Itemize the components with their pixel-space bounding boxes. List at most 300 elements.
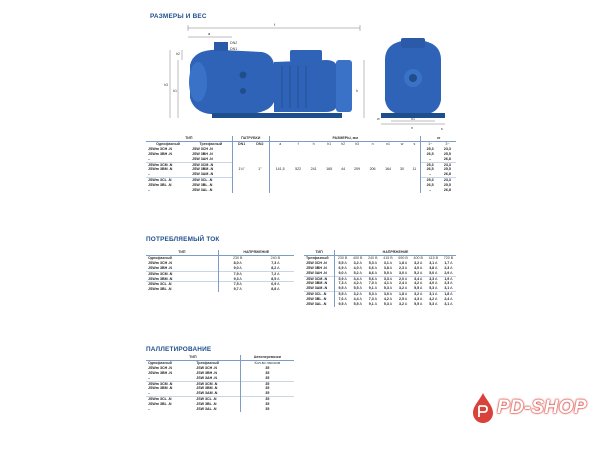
amps-unit: A <box>359 260 362 265</box>
pallet-cell-three: JSW 3CH -N <box>196 365 217 370</box>
amps-unit: A <box>404 265 408 270</box>
power-three-cell-amps <box>411 302 426 307</box>
dims-cell-kg3: 25,5 <box>443 183 451 188</box>
pallet-cell-count: 35 <box>240 376 294 381</box>
amps-value: 4,2 <box>383 297 389 302</box>
amps-value: 8,0 <box>233 260 239 265</box>
amps-value: 5,3 <box>383 286 389 291</box>
dims-col-w: w <box>400 141 404 146</box>
amps-value: 2,4 <box>444 297 450 302</box>
power-three-cell-model: JSW 3CM -N <box>304 276 335 281</box>
outlet-port <box>214 42 228 51</box>
amps-unit: A <box>359 297 362 302</box>
amps-value: 9,1 <box>368 302 374 307</box>
pallet-cell-three: JSW 3AM -N <box>196 391 218 396</box>
pallet-cell-count: 35 <box>240 397 294 402</box>
power-three-cell-amps <box>335 302 351 307</box>
pallet-cell-count: 35 <box>240 381 294 386</box>
amps-unit: A <box>435 292 438 297</box>
amps-unit: A <box>450 265 453 270</box>
dims-cell-dn1: 1¼" <box>232 147 251 193</box>
amps-unit: A <box>404 286 408 291</box>
dims-cell-kg3: 23,3 <box>439 162 456 167</box>
pallet-header-auto: Автоперевозки <box>240 355 294 360</box>
dims-cell-kg1: 25,3 <box>421 162 439 167</box>
amps-unit: A <box>389 292 393 297</box>
label-s: s <box>441 127 443 130</box>
amps-unit: A <box>450 276 453 281</box>
power-three-cell-model: JSW 3AL -N <box>306 302 327 307</box>
amps-value: 7,3 <box>368 297 374 302</box>
amps-unit: A <box>359 270 362 275</box>
dims-cell-kg3: 26,8 <box>443 156 451 161</box>
pallet-cell-three: JSW 3AL -N <box>196 407 217 412</box>
amps-value: 5,5 <box>338 292 344 297</box>
dims-cell-kg1: 25,3 <box>421 147 439 152</box>
dims-cell-kg3: 26,8 <box>443 188 451 193</box>
amps-value: 3,2 <box>414 260 420 265</box>
dims-col-dn2: DN2 <box>256 141 264 146</box>
amps-unit: A <box>344 297 347 302</box>
label-dn1: DN1 <box>230 47 238 51</box>
amps-unit: A <box>239 276 242 281</box>
dims-col-n1: n1 <box>386 141 391 146</box>
amps-unit: A <box>389 302 393 307</box>
amps-value: 5,2 <box>414 270 420 275</box>
amps-value: 6,9 <box>271 282 277 287</box>
amps-value: 4,3 <box>414 297 420 302</box>
amps-value: 3,1 <box>383 260 389 265</box>
amps-unit: A <box>277 271 280 276</box>
terminal-box <box>290 50 322 62</box>
dims-col-a: a <box>269 141 290 146</box>
amps-unit: A <box>404 281 408 286</box>
amps-unit: A <box>359 265 362 270</box>
pallet-cell-single: JSWm 3BM -N <box>148 386 173 391</box>
pallet-cell-single: JSWm 3CL -N <box>146 397 194 402</box>
amps-value: 2,4 <box>398 281 404 286</box>
amps-unit: A <box>404 276 408 281</box>
amps-unit: A <box>450 281 453 286</box>
amps-value: 1,8 <box>398 260 404 265</box>
power-three-col-voltage: 240 В <box>368 255 378 260</box>
pallet-cell-three: JSW 3BH -N <box>196 370 217 375</box>
dims-col-single: Однофазный <box>156 141 180 146</box>
dims-cell-n: 206 <box>369 167 376 172</box>
dims-cell-kg1: 26,5 <box>421 183 439 188</box>
amps-unit: A <box>374 260 377 265</box>
amps-unit: A <box>359 292 362 297</box>
amps-value: 7,6 <box>338 297 344 302</box>
amps-value: 7,5 <box>233 282 239 287</box>
power-three-col-voltage: 400 В <box>353 255 363 260</box>
amps-value: 2,3 <box>444 265 450 270</box>
amps-value: 5,0 <box>429 270 435 275</box>
amps-value: 5,3 <box>429 302 435 307</box>
dims-cell-single: JSWm 3BM -N <box>148 167 173 172</box>
power-three-col-voltage: 720 В <box>443 255 454 260</box>
amps-unit: A <box>359 286 362 291</box>
pallet-col-count: Кол-во насосов <box>240 360 294 365</box>
amps-unit: A <box>450 297 453 302</box>
amps-value: 7,3 <box>338 281 344 286</box>
dims-cell-three: JSW 3BH -N <box>192 151 213 156</box>
amps-value: 3,8 <box>383 265 389 270</box>
dims-cell-kg1: 26,5 <box>421 167 439 172</box>
amps-value: 5,3 <box>368 292 374 297</box>
power-single-cell-model: JSWm 3CM -N <box>146 271 218 276</box>
pallet-cell-three: JSW 3BM -N <box>196 386 218 391</box>
logo-text: PD-SHOP <box>497 397 588 418</box>
power-single-cell-model: JSWm 3BM -N <box>148 276 173 281</box>
amps-unit: A <box>239 265 242 270</box>
amps-value: 9,3 <box>233 276 239 281</box>
amps-unit: A <box>374 281 377 286</box>
amps-value: 5,5 <box>353 302 359 307</box>
dims-cell-three: JSW 3CL -N <box>190 178 232 183</box>
amps-value: 9,7 <box>233 287 239 292</box>
amps-value: 3,8 <box>429 265 435 270</box>
dims-cell-kg1: – <box>421 172 439 177</box>
pallet-col-single: Однофазный <box>148 360 172 365</box>
power-three-cell-amps <box>380 302 395 307</box>
power-three-cell-amps <box>396 302 411 307</box>
amps-value: 5,5 <box>414 286 420 291</box>
pallet-cell-count: 35 <box>240 371 294 376</box>
label-f: f <box>274 22 276 27</box>
amps-unit: A <box>344 286 347 291</box>
pallet-cell-single: JSWm 3CM -N <box>146 381 194 386</box>
amps-value: 9,0 <box>233 265 239 270</box>
amps-unit: A <box>435 276 438 281</box>
power-single-col-v2: 240 В <box>270 255 281 260</box>
amps-unit: A <box>389 265 393 270</box>
dims-cell-kg1: – <box>421 157 439 162</box>
dimensions-table <box>146 136 456 193</box>
amps-value: 3,2 <box>353 292 359 297</box>
amps-unit: A <box>359 281 362 286</box>
amps-unit: A <box>419 302 423 307</box>
amps-value: 3,3 <box>429 276 435 281</box>
amps-unit: A <box>374 286 377 291</box>
dims-cell-kg3: 25,5 <box>443 167 451 172</box>
amps-value: 2,3 <box>444 281 450 286</box>
dims-cell-kg3: 23,3 <box>439 178 456 183</box>
dims-col-h3: h3 <box>355 141 360 146</box>
dims-cell-h3: 209 <box>354 167 361 172</box>
power-three-cell-amps <box>441 302 456 307</box>
power-three-table <box>304 250 456 307</box>
amps-unit: A <box>389 260 393 265</box>
amps-value: 3,1 <box>444 286 450 291</box>
amps-value: 9,5 <box>338 286 344 291</box>
label-a: a <box>208 31 211 36</box>
amps-unit: A <box>450 292 453 297</box>
pallet-cell-single: JSWm 3BL -N <box>148 402 172 407</box>
amps-value: 3,3 <box>383 276 389 281</box>
dims-col-s: s <box>413 141 416 146</box>
dims-cell-single: – <box>148 172 150 177</box>
amps-value: 8,6 <box>368 270 374 275</box>
dims-cell-single: JSWm 3CM -N <box>146 162 190 167</box>
amps-unit: A <box>435 265 438 270</box>
pallet-cell-single: JSWm 3BH -N <box>148 370 172 375</box>
power-three-col-voltage: 400 В <box>413 255 423 260</box>
power-single-cell-model: JSWm 3BH -N <box>148 265 172 270</box>
amps-unit: A <box>404 297 408 302</box>
pallet-cell-three: JSW 3AH -N <box>196 375 217 380</box>
amps-value: 4,2 <box>414 281 420 286</box>
dims-col-f: f <box>297 141 299 146</box>
label-n: n <box>411 126 413 130</box>
amps-unit: A <box>277 276 280 281</box>
amps-value: 3,1 <box>444 302 450 307</box>
amps-unit: A <box>419 276 423 281</box>
amps-value: 3,0 <box>383 292 389 297</box>
amps-value: 4,4 <box>353 297 359 302</box>
power-three-cell-model: JSW 3CL -N <box>304 292 335 297</box>
amps-value: 3,2 <box>398 302 404 307</box>
amps-value: 5,3 <box>383 302 389 307</box>
amps-value: 9,5 <box>338 302 344 307</box>
dims-cell-w: 30 <box>400 167 405 172</box>
amps-unit: A <box>389 297 393 302</box>
amps-value: 2,9 <box>444 270 450 275</box>
dims-cell-kg3: 23,3 <box>443 146 451 151</box>
fan-cover <box>336 60 352 112</box>
pallet-cell-three: JSW 3BL -N <box>196 402 217 407</box>
pallet-col-three: Трехфазный <box>196 360 219 365</box>
amps-value: 7,9 <box>233 271 239 276</box>
amps-unit: A <box>344 292 347 297</box>
amps-unit: A <box>389 286 393 291</box>
dims-cell-three: JSW 3AM -N <box>192 172 214 177</box>
dims-cell-single: JSWm 3CH -N <box>148 146 172 151</box>
amps-value: 3,0 <box>398 270 404 275</box>
amps-unit: A <box>344 265 347 270</box>
power-three-cell-model: JSW 3BL -N <box>306 297 327 302</box>
label-w: w <box>377 117 380 121</box>
power-three-header-type: ТИП <box>304 250 335 255</box>
amps-value: 4,0 <box>429 281 435 286</box>
dims-header-kg: кг <box>421 136 456 141</box>
amps-value: 5,2 <box>353 270 359 275</box>
dimensions-section-title: РАЗМЕРЫ И ВЕС <box>150 13 207 20</box>
amps-unit: A <box>239 271 242 276</box>
amps-value: 3,4 <box>353 276 359 281</box>
amps-unit: A <box>435 302 438 307</box>
dims-cell-kg3: 25,5 <box>443 151 451 156</box>
label-h: h <box>356 89 358 93</box>
pallet-cell-single: – <box>148 391 150 396</box>
pallet-cell-count: 35 <box>240 407 294 412</box>
amps-unit: A <box>374 297 377 302</box>
label-n1: n1 <box>411 117 415 121</box>
amps-value: 2,3 <box>398 265 404 270</box>
amps-value: 5,5 <box>414 302 420 307</box>
amps-unit: A <box>435 281 438 286</box>
pallet-cell-single: – <box>148 407 150 412</box>
power-three-cell-model: JSW 3BM -N <box>306 281 328 286</box>
amps-value: 5,0 <box>383 270 389 275</box>
dims-col-three: Трехфазный <box>199 141 223 146</box>
amps-unit: A <box>404 292 408 297</box>
dims-cell-single: JSWm 3BH -N <box>148 151 172 156</box>
amps-value: 4,0 <box>414 265 420 270</box>
amps-unit: A <box>239 287 242 292</box>
dims-header-type: ТИП <box>146 136 232 141</box>
power-single-table <box>146 250 294 292</box>
amps-unit: A <box>277 260 280 265</box>
amps-unit: A <box>374 292 377 297</box>
amps-unit: A <box>239 260 242 265</box>
power-three-cell-model: JSW 3BH -N <box>306 265 327 270</box>
pd-shop-logo <box>470 392 595 426</box>
amps-unit: A <box>239 282 242 287</box>
amps-unit: A <box>389 281 393 286</box>
amps-unit: A <box>359 302 362 307</box>
amps-unit: A <box>419 260 423 265</box>
amps-unit: A <box>419 297 423 302</box>
amps-value: 4,2 <box>353 281 359 286</box>
dims-cell-f: 522 <box>295 167 302 172</box>
amps-unit: A <box>374 276 377 281</box>
amps-value: 3,4 <box>414 276 420 281</box>
label-dn2: DN2 <box>230 41 238 45</box>
amps-unit: A <box>419 286 423 291</box>
amps-value: 5,5 <box>338 260 344 265</box>
amps-value: 7,0 <box>368 281 374 286</box>
dims-cell-h2: 44 <box>341 167 346 172</box>
dims-cell-three: JSW 3CH -N <box>192 146 213 151</box>
power-single-col-v1: 230 В <box>218 255 257 260</box>
amps-value: 9,1 <box>368 286 374 291</box>
dims-cell-three: JSW 3BM -N <box>192 167 214 172</box>
dims-col-kg3: 3~ <box>445 141 450 146</box>
dims-table-row <box>146 147 456 152</box>
amps-unit: A <box>359 276 362 281</box>
dims-cell-h1: 165 <box>326 167 333 172</box>
amps-value: 3,2 <box>353 260 359 265</box>
power-three-cell-model: JSW 3CH -N <box>306 260 327 265</box>
amps-value: 6,6 <box>368 265 374 270</box>
amps-value: 5,3 <box>429 286 435 291</box>
power-single-cell-model: JSWm 3BL -N <box>148 287 172 292</box>
amps-value: 3,2 <box>414 292 420 297</box>
amps-value: 6,9 <box>338 265 344 270</box>
dims-cell-kg1: – <box>421 188 439 193</box>
amps-value: 1,7 <box>444 260 450 265</box>
amps-unit: A <box>389 276 393 281</box>
amps-unit: A <box>435 270 438 275</box>
amps-unit: A <box>419 281 423 286</box>
amps-value: 4,1 <box>383 281 389 286</box>
amps-value: 7,3 <box>271 260 277 265</box>
amps-value: 5,9 <box>338 276 344 281</box>
dims-header-ports: ПАТРУБКИ <box>232 136 269 141</box>
power-single-row <box>146 287 294 292</box>
power-three-cell-amps <box>365 302 380 307</box>
power-three-col-voltage: 690 В <box>398 255 408 260</box>
amps-value: 3,2 <box>398 286 404 291</box>
amps-unit: A <box>344 270 347 275</box>
power-single-header-voltage: НАПРЯЖЕНИЕ <box>218 250 294 255</box>
dims-cell-three: JSW 3BL -N <box>192 183 213 188</box>
amps-unit: A <box>450 286 453 291</box>
dims-col-n: n <box>371 141 374 146</box>
power-single-cell-amps <box>218 287 257 292</box>
amps-value: 9,0 <box>338 270 344 275</box>
amps-unit: A <box>435 297 438 302</box>
pallet-cell-three: JSW 3CM -N <box>194 381 240 386</box>
dims-cell-dn2: 1" <box>258 167 262 172</box>
amps-value: 8,2 <box>271 265 277 270</box>
amps-value: 1,8 <box>444 292 450 297</box>
amps-value: 5,6 <box>368 276 374 281</box>
dims-cell-a: 141,5 <box>269 147 290 193</box>
power-single-header-type: ТИП <box>146 250 218 255</box>
power-single-cell-model: JSWm 3CL -N <box>146 282 218 287</box>
dims-cell-three: JSW 3AL -N <box>192 188 213 193</box>
amps-unit: A <box>450 270 453 275</box>
amps-unit: A <box>344 302 347 307</box>
dims-cell-kg1: 25,3 <box>421 178 439 183</box>
power-section-title: ПОТРЕБЛЯЕМЫЙ ТОК <box>146 236 220 243</box>
amps-unit: A <box>344 260 347 265</box>
power-single-cell-model: JSWm 3CH -N <box>148 260 172 265</box>
dims-col-h: h <box>312 141 315 146</box>
dims-cell-kg3: 26,8 <box>443 172 451 177</box>
dims-cell-n1: 164 <box>385 167 392 172</box>
amps-unit: A <box>277 287 280 292</box>
dims-cell-three: JSW 3CM -N <box>190 162 232 167</box>
power-three-col-three: Трехфазный <box>306 255 329 260</box>
amps-unit: A <box>374 265 377 270</box>
dims-col-h1: h1 <box>327 141 332 146</box>
dims-cell-single: – <box>148 156 150 161</box>
amps-value: 2,0 <box>398 276 404 281</box>
pallet-cell-single: JSWm 3CH -N <box>148 365 172 370</box>
amps-unit: A <box>404 260 408 265</box>
dims-cell-s: 11 <box>412 167 417 172</box>
dims-header-sizes: РАЗМЕРЫ, мм <box>269 136 421 141</box>
amps-unit: A <box>404 302 408 307</box>
amps-unit: A <box>277 282 280 287</box>
dims-cell-single: JSWm 3CL -N <box>146 178 190 183</box>
label-h1: h1 <box>173 89 177 93</box>
power-three-cell-model: JSW 3AM -N <box>306 286 328 291</box>
power-single-cell-amps <box>257 287 294 292</box>
amps-unit: A <box>374 270 377 275</box>
pallet-cell-single: – <box>148 375 150 380</box>
dims-col-dn1: DN1 <box>232 141 251 146</box>
pallet-header-type: ТИП <box>146 355 240 360</box>
power-single-col-single: Однофазный <box>148 255 172 260</box>
power-three-header-voltage: НАПРЯЖЕНИЕ <box>335 250 456 255</box>
dims-cell-three: JSW 3AH -N <box>192 156 213 161</box>
power-three-col-voltage: 230 В <box>335 255 351 260</box>
amps-value: 7,2 <box>271 271 277 276</box>
amps-unit: A <box>344 281 347 286</box>
pump-front-view-drawing <box>375 20 450 130</box>
dims-cell-kg1: 26,5 <box>421 152 439 157</box>
amps-unit: A <box>277 265 280 270</box>
amps-unit: A <box>404 270 408 275</box>
pallet-cell-three: JSW 3CL -N <box>194 397 240 402</box>
power-three-col-voltage: 415 В <box>428 255 438 260</box>
amps-value: 5,5 <box>353 286 359 291</box>
pallet-cell-count: 35 <box>240 402 294 407</box>
